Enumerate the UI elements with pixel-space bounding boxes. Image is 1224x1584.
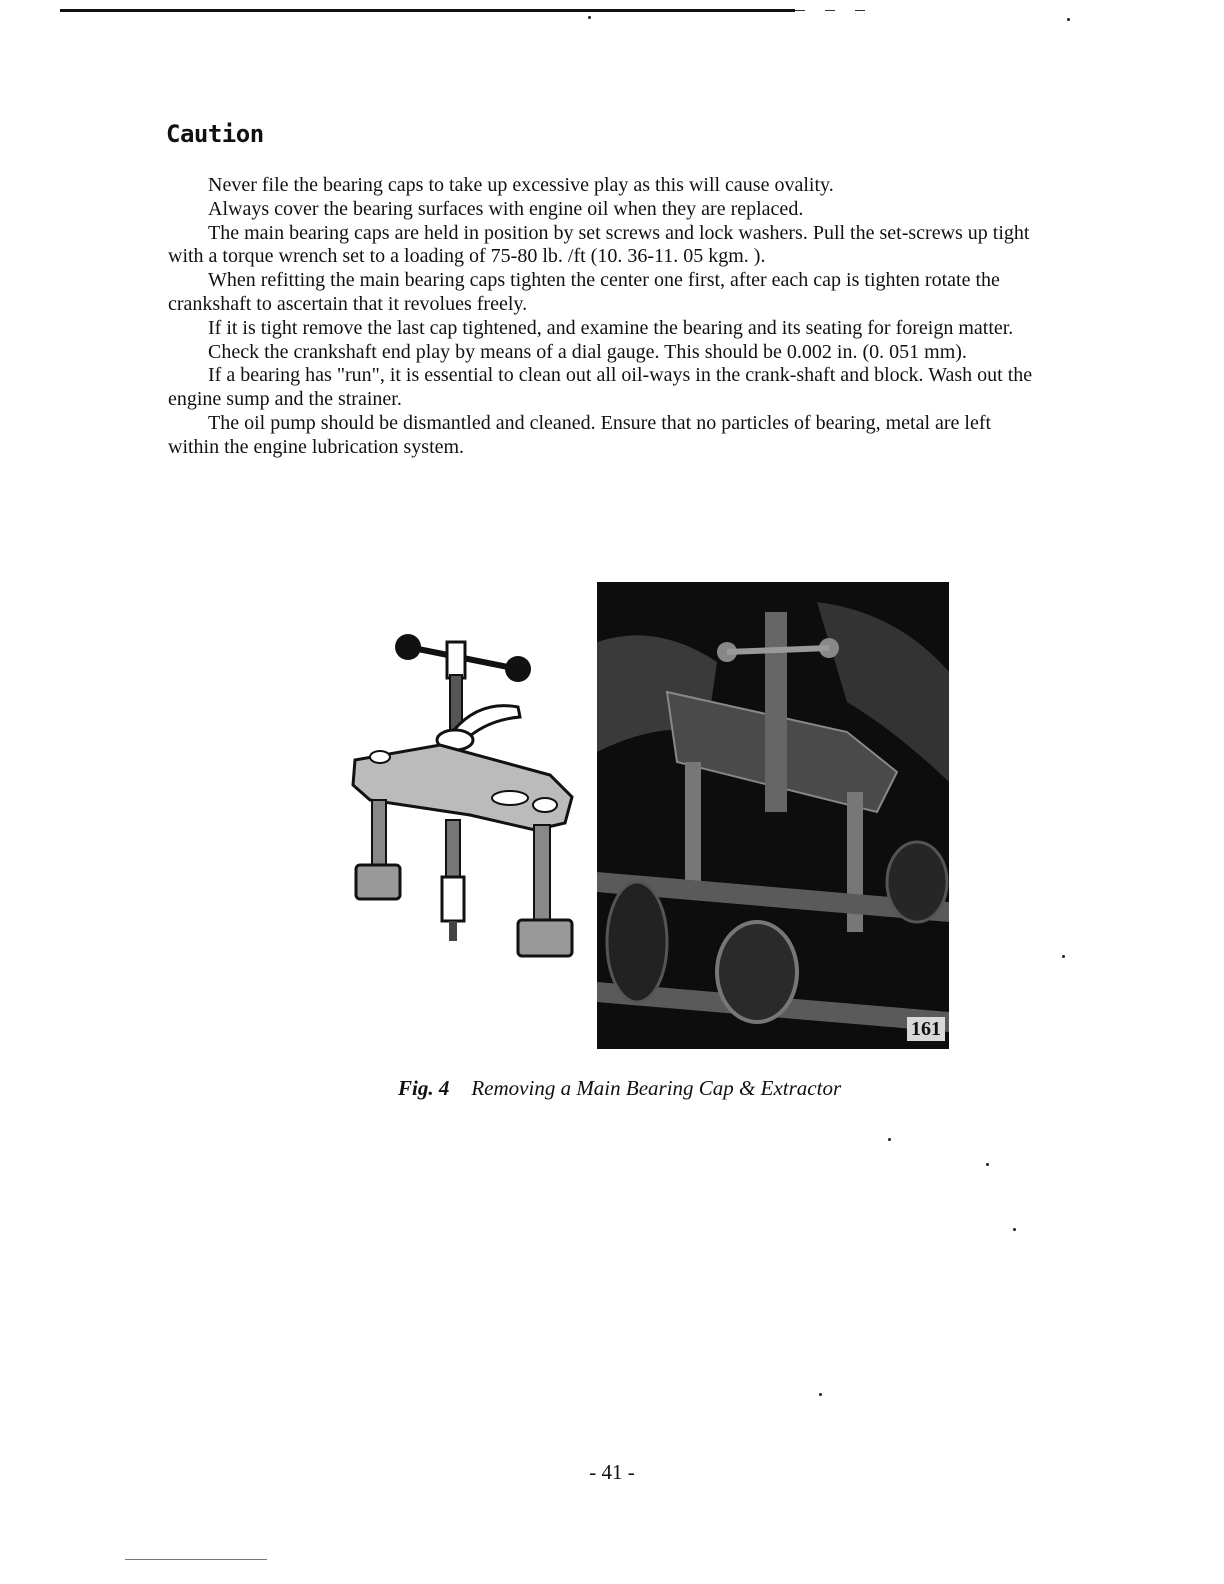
photo-number: 161 (907, 1017, 945, 1041)
paragraph: Check the crankshaft end play by means of a dial gauge. This should be 0.002 in. (0. 051 mm). (208, 340, 967, 363)
scan-speck (588, 16, 591, 19)
scan-speck (1067, 18, 1070, 21)
section-heading: Caution (166, 120, 264, 148)
paragraph: Never file the bearing caps to take up excessive play as this will cause ovality. (208, 174, 834, 196)
paragraph: The oil pump should be dismantled and cleaned. Ensure that no particles of bearing, metal are left within the engine lubrication system. (168, 411, 992, 458)
page-number: - 41 - (589, 1460, 635, 1484)
scan-speck (888, 1138, 891, 1141)
bearing-cap-removal-photo (597, 582, 949, 1049)
paragraph: If it is tight remove the last cap tightened, and examine the bearing and its seating for foreign matter. (208, 316, 1014, 339)
figure-caption-label: Fig. 4 (398, 1076, 450, 1100)
scan-speck (1013, 1228, 1016, 1231)
figure-caption (398, 1076, 841, 1101)
paragraph: When refitting the main bearing caps tighten the center one first, after each cap is tighten rotate the crankshaft to ascertain that it revolues freely. (168, 269, 1000, 315)
paragraph: Always cover the bearing surfaces with engine oil when they are replaced. (208, 197, 804, 220)
body-text (168, 174, 1038, 460)
scan-speck (819, 1393, 822, 1396)
tool-foot-left (356, 865, 400, 899)
top-rule (60, 9, 795, 12)
bottom-rule (125, 1559, 267, 1560)
tool-foot-right (518, 920, 572, 956)
extractor-tool-illustration (350, 625, 580, 990)
scan-speck (986, 1163, 989, 1166)
paragraph: If a bearing has "run", it is essential to clean out all oil-ways in the crank-shaft and block. Wash out the engine sump and the strainer. (168, 364, 1033, 411)
scan-speck (1062, 955, 1065, 958)
paragraph: The main bearing caps are held in position by set screws and lock washers. Pull the set-screws up tight with a torque wrench set to a loading of 75-80 lb. /ft (10. 36-11. 05 kgm. ). (168, 221, 1030, 268)
figure-caption-text: Removing a Main Bearing Cap & Extractor (471, 1076, 842, 1100)
top-rule-dashed (795, 10, 885, 11)
